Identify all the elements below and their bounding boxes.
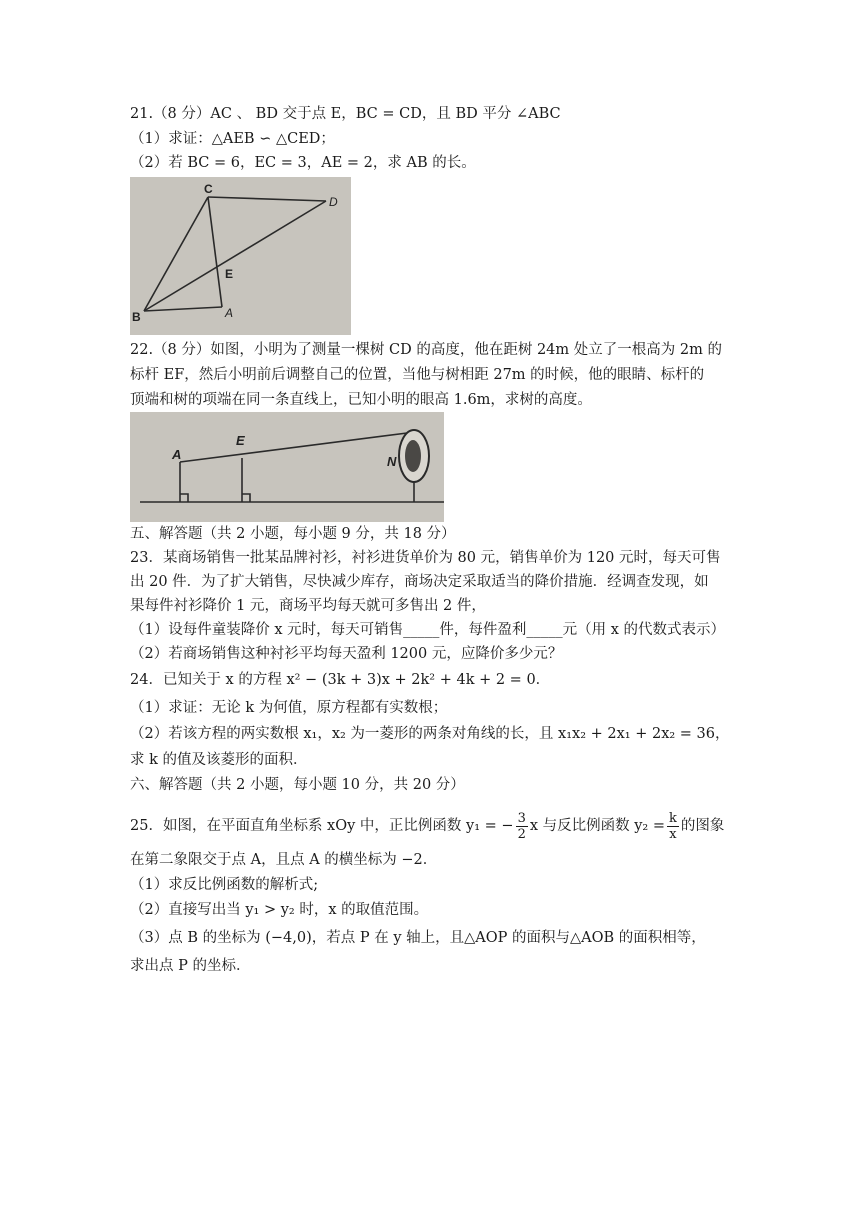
q22-line3: 顶端和树的项端在同一条直线上，已知小明的眼高 1.6m，求树的高度。 — [130, 392, 592, 408]
q25-part3: （3）点 B 的坐标为 (−4,0)，若点 P 在 y 轴上，且△AOP 的面积与△AOB 的面积相等， — [130, 930, 706, 946]
q24-part2-cont: 求 k 的值及该菱形的面积． — [130, 752, 308, 768]
q22-label-n: N — [387, 454, 397, 469]
q24-heading: 24．已知关于 x 的方程 x² − (3k + 3)x + 2k² + 4k + 2 = 0． — [130, 672, 551, 688]
q25-fraction-k-over-x: $\frac{k}{x}$ — [669, 810, 677, 842]
q21-heading: 21.（8 分）AC 、 BD 交于点 E，BC = CD，且 BD 平分 ∠ABC — [130, 106, 561, 122]
q25-heading-b: x 与反比例函数 y₂ = — [529, 818, 666, 834]
q25-part1: （1）求反比例函数的解析式; — [130, 877, 319, 893]
q21-part2: （2）若 BC = 6，EC = 3，AE = 2，求 AB 的长。 — [130, 155, 476, 171]
q21-label-a: A — [225, 306, 234, 320]
q24-part2: （2）若该方程的两实数根 x₁，x₂ 为一菱形的两条对角线的长，且 x₁x₂ + 2x₁ + 2x₂ = 36， — [130, 726, 730, 742]
q23-part1: （1）设每件童装降价 x 元时，每天可销售_____件，每件盈利_____元（用 x 的代数式表示） — [130, 622, 726, 638]
section-6-heading: 六、解答题（共 2 小题，每小题 10 分，共 20 分） — [130, 777, 465, 793]
q22-line2: 标杆 EF，然后小明前后调整自己的位置，当他与树相距 27m 的时候，他的眼睛、标杆的 — [130, 367, 705, 383]
q24-part1: （1）求证：无论 k 为何值，原方程都有实数根； — [130, 700, 448, 716]
section-5-heading: 五、解答题（共 2 小题，每小题 9 分，共 18 分） — [130, 526, 456, 542]
q21-label-c: C — [204, 182, 213, 196]
q25-heading-c: 的图象 — [680, 818, 725, 834]
q21-label-b: B — [132, 310, 141, 324]
q22-figure — [130, 412, 444, 522]
q25-line2: 在第二象限交于点 A，且点 A 的横坐标为 −2． — [130, 852, 438, 868]
q25-part3-cont: 求出点 P 的坐标． — [130, 958, 251, 974]
q25-part2: （2）直接写出当 y₁ > y₂ 时，x 的取值范围。 — [130, 902, 429, 918]
q25-fraction-3-over-2: $\frac{3}{2}$ — [517, 810, 526, 842]
q23-line3: 果每件衬衫降价 1 元，商场平均每天就可多售出 2 件， — [130, 598, 486, 614]
q25-heading-a: 25．如图，在平面直角坐标系 xOy 中，正比例函数 y₁ = − — [130, 818, 514, 834]
q23-line2: 出 20 件．为了扩大销售，尽快减少库存，商场决定采取适当的降价措施．经调查发现，如 — [130, 574, 709, 590]
q21-label-e: E — [225, 267, 234, 281]
q21-figure — [130, 177, 351, 335]
q22-label-e: E — [236, 433, 245, 448]
q23-part2: （2）若商场销售这种衬衫平均每天盈利 1200 元，应降价多少元？ — [130, 646, 563, 662]
q25-heading — [130, 806, 724, 846]
q22-label-a: A — [172, 447, 182, 462]
q21-label-d: D — [329, 195, 338, 209]
q21-part1: （1）求证：△AEB ∽ △CED； — [130, 131, 335, 147]
q22-line1: 22.（8 分）如图，小明为了测量一棵树 CD 的高度，他在距树 24m 处立了一根高为 2m 的 — [130, 342, 722, 358]
q23-line1: 23．某商场销售一批某品牌衬衫，衬衫进货单价为 80 元，销售单价为 120 元时，每天可售 — [130, 550, 721, 566]
